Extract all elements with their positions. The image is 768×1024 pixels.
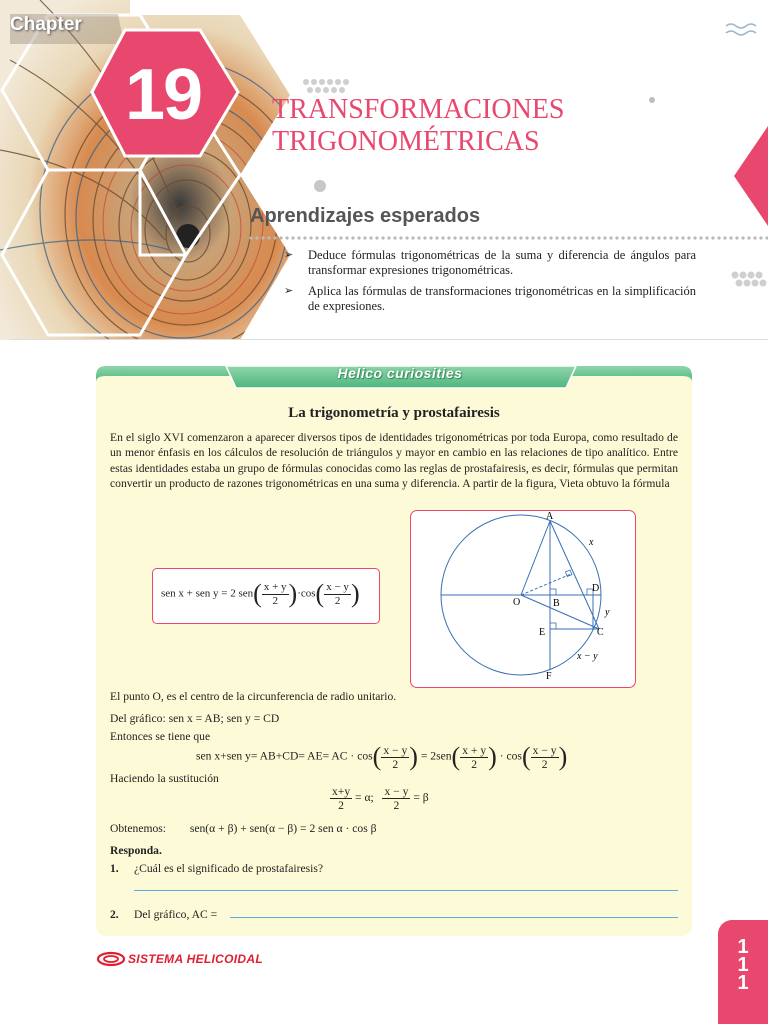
label-E: E xyxy=(539,627,546,638)
text-line: Del gráfico: sen x = AB; sen y = CD xyxy=(110,712,280,725)
frac-denominator: 2 xyxy=(471,757,478,771)
equation-mid: = 2sen xyxy=(420,749,452,763)
text-line: Haciendo la sustitución xyxy=(110,772,219,785)
chapter-number: 19 xyxy=(124,55,202,135)
frac-denominator: 2 xyxy=(392,757,399,771)
result-label: Obtenemos: xyxy=(110,822,167,835)
answer-line-1[interactable] xyxy=(134,890,678,891)
frac-numerator: x+y xyxy=(332,785,351,798)
alpha-def: = α; xyxy=(355,791,374,805)
objectives-list xyxy=(284,248,696,320)
frac-numerator: x + y xyxy=(462,743,487,757)
brand-swirl-icon xyxy=(96,950,126,968)
label-F: F xyxy=(546,671,552,682)
dotted-divider xyxy=(248,235,768,241)
label-A: A xyxy=(546,511,554,522)
frac-numerator: x − y xyxy=(532,743,557,757)
figure-box xyxy=(410,510,636,688)
label-D: D xyxy=(592,583,600,594)
equation-cos: · cos xyxy=(499,749,522,763)
question-item xyxy=(110,862,323,875)
frac-numerator: x − y xyxy=(384,785,409,798)
frac-denominator: 2 xyxy=(541,757,548,771)
unit-circle-figure xyxy=(411,511,635,687)
objective-item: ➢ Aplica las fórmulas de transformaciones trigonométricas en la simplificación de expresiones. xyxy=(284,284,696,313)
beta-def: = β xyxy=(413,791,429,805)
frac-denominator: 2 xyxy=(393,799,400,812)
equation-lhs: sen x+sen y= AB+CD= AE= AC · cos xyxy=(196,749,373,763)
label-C: C xyxy=(597,627,604,638)
decorative-dots-small xyxy=(600,90,720,200)
question-item xyxy=(110,908,217,921)
chapter-title: TRANSFORMACIONES TRIGONOMÉTRICAS xyxy=(272,94,565,157)
frac-numerator: x − y xyxy=(383,743,408,757)
side-tab-decoration xyxy=(734,126,768,226)
chapter-illustration xyxy=(0,0,290,340)
frac-denominator: 2 xyxy=(338,799,344,812)
respond-heading: Responda. xyxy=(110,844,162,857)
footer-brand xyxy=(96,950,263,968)
arrow-bullet-icon: ➢ xyxy=(284,249,294,261)
label-x: x xyxy=(589,537,594,548)
objective-item: ➢ Deduce fórmulas trigonométricas de la suma y diferencia de ángulos para transformar expresiones trigonométricas. xyxy=(284,248,696,277)
frac-numerator: x − y xyxy=(326,580,349,593)
page-number: 1 1 1 xyxy=(737,936,749,994)
result-line xyxy=(110,822,377,835)
vieta-formula-box: sen x + sen y = 2 sen( $\frac{x + y}{2}$ )·cos( $\frac{x - y}{2}$ ) xyxy=(152,568,380,624)
frac-numerator: x + y xyxy=(263,580,287,593)
learning-objectives-heading: Aprendizajes esperados xyxy=(250,205,481,227)
result-formula: sen(α + β) + sen(α − β) = 2 sen α · cos β xyxy=(189,822,377,835)
decorative-dot xyxy=(310,176,330,196)
question-text: ¿Cuál es el significado de prostafairesis? xyxy=(134,862,323,875)
label-y: y xyxy=(605,607,610,618)
frac-denominator: 2 xyxy=(334,594,341,607)
label-x-minus-y: x − y xyxy=(577,651,598,662)
frac-denominator: 2 xyxy=(272,594,278,607)
formula-lhs: sen x + sen y = 2 sen xyxy=(161,587,254,600)
article-paragraph: En el siglo XVI comenzaron a aparecer diversos tipos de identidades trigonométricas por toda Europa, como resultado de un menor énfasis en los cálculos de resolución de triángulos y mayor en cambio en las relaciones de tipo analítico. Entre estas identidades estaba un grupo de fórmulas conocidas como las reglas de prostafairesis, es decir, fórmulas que permitan convertir un producto de razones trigonométricas en una suma y diferencia. A partir de la figura, Vieta obtuvo la fórmula xyxy=(110,431,678,491)
panel-label: Helico curiosities xyxy=(337,365,463,381)
label-O: O xyxy=(513,597,521,608)
substitution-equation xyxy=(330,785,429,812)
question-text: Del gráfico, AC = xyxy=(134,908,218,921)
text-line: El punto O, es el centro de la circunferencia de radio unitario. xyxy=(110,690,397,703)
question-number: 1. xyxy=(110,862,119,875)
arrow-bullet-icon: ➢ xyxy=(284,285,294,297)
answer-line-2[interactable] xyxy=(230,917,678,918)
wave-icon xyxy=(724,20,764,44)
question-number: 2. xyxy=(110,908,119,921)
article-title: La trigonometría y prostafairesis xyxy=(288,405,500,421)
label-B: B xyxy=(553,598,560,609)
text-line: Entonces se tiene que xyxy=(110,730,211,743)
header-divider xyxy=(10,339,768,340)
hex-dots-icon xyxy=(730,270,768,290)
formula-cos: ·cos xyxy=(297,587,316,600)
equation-derivation: sen x+sen y= AB+CD= AE= AC · cos( $\frac{x - y}{2}$ ) = 2sen( $\frac{x + y}{2}$ ) · cos( $\frac{x - y}{2}$ ) xyxy=(196,742,568,771)
brand-name: SISTEMA HELICOIDAL xyxy=(128,952,263,966)
chapter-label: Chapter xyxy=(10,14,82,35)
